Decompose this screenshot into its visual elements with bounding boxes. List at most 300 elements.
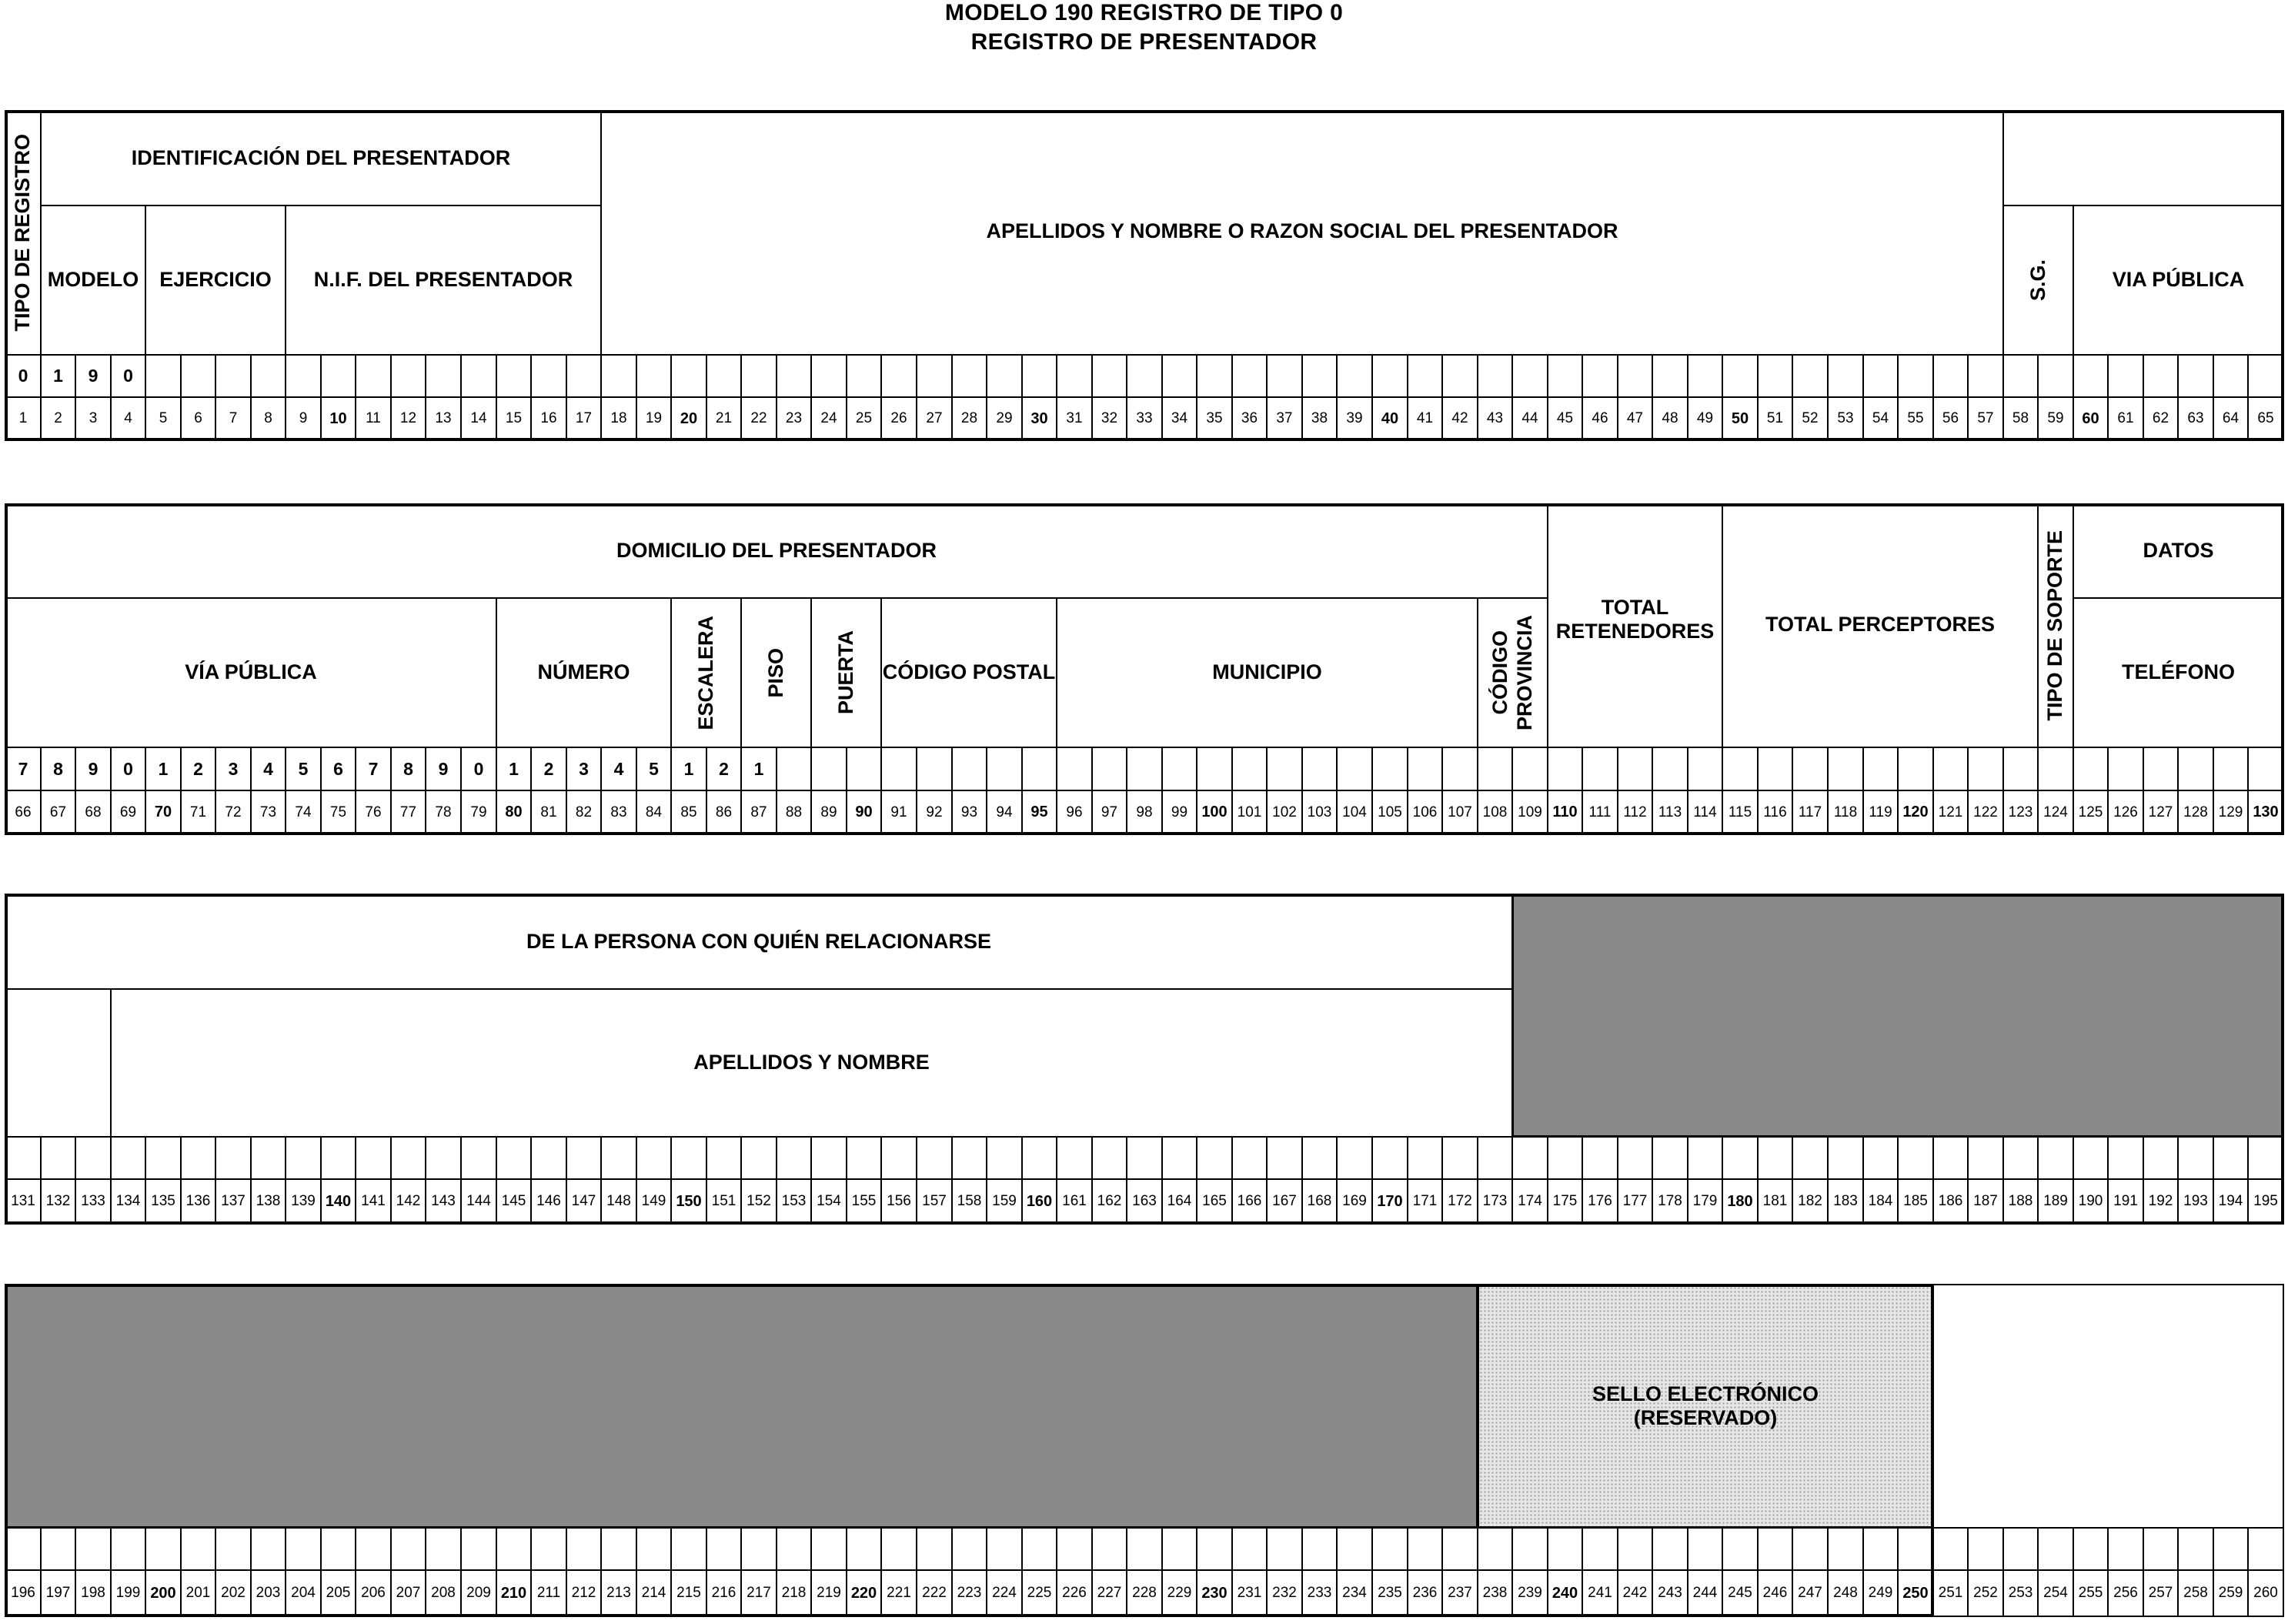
entry-box[interactable]: [1021, 747, 1057, 791]
entry-box[interactable]: [2213, 1527, 2249, 1571]
entry-box[interactable]: [1091, 747, 1127, 791]
entry-box[interactable]: [2213, 1136, 2249, 1180]
entry-box[interactable]: [390, 354, 426, 398]
entry-box[interactable]: [250, 747, 286, 791]
entry-box[interactable]: [1231, 747, 1268, 791]
entry-box[interactable]: [320, 747, 356, 791]
entry-box[interactable]: [1371, 1527, 1408, 1571]
position-number: 64: [2213, 396, 2249, 441]
entry-box[interactable]: [986, 354, 1023, 398]
entry-box[interactable]: [1617, 1136, 1653, 1180]
entry-box-value: 5: [649, 758, 659, 779]
entry-box[interactable]: [2002, 1136, 2039, 1180]
entry-box[interactable]: [566, 1136, 602, 1180]
position-number: 99: [1161, 790, 1197, 835]
entry-box[interactable]: [40, 354, 76, 398]
entry-box[interactable]: [706, 1527, 742, 1571]
entry-box[interactable]: [40, 1136, 76, 1180]
entry-box[interactable]: [1336, 747, 1373, 791]
entry-box[interactable]: [600, 1527, 637, 1571]
entry-box[interactable]: [1582, 354, 1618, 398]
entry-box[interactable]: [951, 354, 987, 398]
entry-box[interactable]: [1301, 747, 1338, 791]
entry-box[interactable]: [250, 1136, 286, 1180]
entry-box[interactable]: [1266, 1527, 1303, 1571]
entry-box[interactable]: [1511, 1136, 1548, 1180]
entry-box[interactable]: [880, 354, 917, 398]
entry-box[interactable]: [1967, 747, 2004, 791]
entry-box[interactable]: [776, 1136, 812, 1180]
entry-box[interactable]: [1371, 1136, 1408, 1180]
entry-box[interactable]: [5, 747, 42, 791]
entry-box[interactable]: [986, 1527, 1023, 1571]
entry-box[interactable]: [2002, 1527, 2039, 1571]
position-number: 255: [2073, 1569, 2109, 1617]
entry-box[interactable]: [2247, 1527, 2284, 1571]
entry-box[interactable]: [390, 1527, 426, 1571]
entry-box[interactable]: [2037, 1527, 2074, 1571]
entry-box[interactable]: [2143, 1136, 2179, 1180]
entry-box[interactable]: [1441, 1527, 1478, 1571]
entry-box[interactable]: [355, 1527, 392, 1571]
entry-box[interactable]: [425, 1136, 462, 1180]
entry-box[interactable]: [1021, 354, 1057, 398]
entry-box[interactable]: [566, 747, 602, 791]
entry-box[interactable]: [670, 1136, 707, 1180]
entry-box[interactable]: [1967, 1136, 2004, 1180]
entry-box[interactable]: [636, 354, 672, 398]
entry-box[interactable]: [951, 1136, 987, 1180]
entry-box[interactable]: [1792, 354, 1829, 398]
entry-box[interactable]: [1897, 1527, 1934, 1571]
entry-box[interactable]: [425, 1527, 462, 1571]
entry-box[interactable]: [1056, 354, 1093, 398]
entry-box[interactable]: [2037, 354, 2074, 398]
entry-box[interactable]: [320, 354, 356, 398]
entry-box[interactable]: [846, 354, 882, 398]
entry-box[interactable]: [1827, 354, 1864, 398]
entry-box[interactable]: [355, 747, 392, 791]
position-number: 121: [1932, 790, 1969, 835]
entry-box[interactable]: [2247, 354, 2284, 398]
entry-box[interactable]: [530, 354, 567, 398]
entry-box[interactable]: [1196, 1136, 1233, 1180]
entry-box[interactable]: [740, 1136, 777, 1180]
entry-box[interactable]: [5, 354, 42, 398]
entry-box[interactable]: [1441, 747, 1478, 791]
entry-box[interactable]: [2247, 747, 2284, 791]
position-number: 172: [1441, 1178, 1478, 1225]
entry-box[interactable]: [776, 1527, 812, 1571]
position-number: 161: [1056, 1178, 1093, 1225]
entry-box[interactable]: [2107, 747, 2144, 791]
position-number: 192: [2143, 1178, 2179, 1225]
entry-box[interactable]: [1617, 1527, 1653, 1571]
entry-box[interactable]: [1897, 747, 1934, 791]
entry-box[interactable]: [2073, 1136, 2109, 1180]
entry-box[interactable]: [215, 1136, 252, 1180]
position-number: 95: [1021, 790, 1057, 835]
entry-box[interactable]: [215, 747, 252, 791]
entry-box[interactable]: [460, 1527, 497, 1571]
entry-box[interactable]: [1547, 1527, 1583, 1571]
entry-box[interactable]: [1967, 1527, 2004, 1571]
entry-box[interactable]: [1862, 354, 1899, 398]
entry-box[interactable]: [1897, 1136, 1934, 1180]
entry-box[interactable]: [320, 1136, 356, 1180]
entry-box[interactable]: [1091, 1136, 1127, 1180]
entry-box[interactable]: [530, 747, 567, 791]
entry-box[interactable]: [215, 1527, 252, 1571]
entry-box[interactable]: [706, 1136, 742, 1180]
position-number: 226: [1056, 1569, 1093, 1617]
entry-box[interactable]: [40, 747, 76, 791]
datos-header-label: DATOS: [2143, 539, 2214, 563]
entry-box[interactable]: [2107, 1136, 2144, 1180]
entry-box[interactable]: [1862, 1527, 1899, 1571]
position-number: 94: [986, 790, 1023, 835]
entry-box[interactable]: [2177, 354, 2214, 398]
position-number: 43: [1477, 396, 1513, 441]
entry-box[interactable]: [740, 354, 777, 398]
entry-box[interactable]: [1336, 1527, 1373, 1571]
entry-box[interactable]: [1161, 747, 1197, 791]
entry-box[interactable]: [110, 1527, 146, 1571]
entry-box[interactable]: [1407, 747, 1443, 791]
entry-box[interactable]: [2073, 1527, 2109, 1571]
entry-box[interactable]: [1266, 747, 1303, 791]
entry-box[interactable]: [145, 1136, 182, 1180]
entry-box[interactable]: [1407, 354, 1443, 398]
entry-box[interactable]: [180, 747, 216, 791]
entry-box[interactable]: [285, 1527, 322, 1571]
entry-box[interactable]: [1301, 1527, 1338, 1571]
entry-box[interactable]: [110, 354, 146, 398]
entry-box[interactable]: [180, 1527, 216, 1571]
entry-box[interactable]: [1582, 1527, 1618, 1571]
numero-header: [496, 597, 672, 748]
position-number: 152: [740, 1178, 777, 1225]
entry-box[interactable]: [846, 1136, 882, 1180]
entry-box[interactable]: [2037, 747, 2074, 791]
entry-box[interactable]: [250, 354, 286, 398]
escalera-header-label: ESCALERA: [693, 615, 717, 730]
entry-box[interactable]: [1126, 747, 1163, 791]
entry-box[interactable]: [846, 1527, 882, 1571]
entry-box[interactable]: [986, 1136, 1023, 1180]
entry-box[interactable]: [810, 1527, 847, 1571]
entry-box[interactable]: [810, 747, 847, 791]
entry-box[interactable]: [425, 747, 462, 791]
entry-box[interactable]: [1897, 354, 1934, 398]
entry-box[interactable]: [916, 747, 953, 791]
entry-box[interactable]: [880, 1527, 917, 1571]
entry-box[interactable]: [1126, 1527, 1163, 1571]
entry-box[interactable]: [75, 1136, 112, 1180]
entry-box[interactable]: [1932, 747, 1969, 791]
entry-box[interactable]: [1757, 1527, 1793, 1571]
entry-box[interactable]: [110, 747, 146, 791]
entry-box[interactable]: [1056, 1527, 1093, 1571]
position-number: 136: [180, 1178, 216, 1225]
entry-box[interactable]: [636, 1527, 672, 1571]
entry-box[interactable]: [1687, 1136, 1723, 1180]
apellidos-nombre-header-label: APELLIDOS Y NOMBRE: [693, 1051, 930, 1074]
entry-box[interactable]: [1827, 1136, 1864, 1180]
entry-box[interactable]: [1196, 354, 1233, 398]
position-number: 4: [110, 396, 146, 441]
entry-box[interactable]: [1792, 1136, 1829, 1180]
entry-box[interactable]: [1511, 354, 1548, 398]
entry-box[interactable]: [1967, 354, 2004, 398]
entry-box[interactable]: [670, 747, 707, 791]
entry-box[interactable]: [1477, 1527, 1513, 1571]
entry-box[interactable]: [636, 747, 672, 791]
entry-box[interactable]: [1582, 1136, 1618, 1180]
entry-box[interactable]: [180, 354, 216, 398]
entry-box[interactable]: [1441, 354, 1478, 398]
entry-box[interactable]: [776, 747, 812, 791]
entry-box[interactable]: [880, 1136, 917, 1180]
entry-box[interactable]: [2073, 747, 2109, 791]
entry-box[interactable]: [40, 1527, 76, 1571]
entry-box[interactable]: [390, 1136, 426, 1180]
entry-box[interactable]: [2143, 747, 2179, 791]
entry-box[interactable]: [986, 747, 1023, 791]
entry-box[interactable]: [1862, 747, 1899, 791]
entry-box[interactable]: [1371, 747, 1408, 791]
entry-box-value: 1: [509, 758, 519, 779]
entry-box[interactable]: [916, 1136, 953, 1180]
entry-box[interactable]: [1231, 354, 1268, 398]
entry-box[interactable]: [2213, 747, 2249, 791]
entry-box[interactable]: [1161, 354, 1197, 398]
entry-box[interactable]: [1617, 354, 1653, 398]
entry-box[interactable]: [355, 354, 392, 398]
entry-box[interactable]: [1757, 354, 1793, 398]
entry-box[interactable]: [1407, 1527, 1443, 1571]
entry-box[interactable]: [145, 354, 182, 398]
entry-box[interactable]: [145, 1527, 182, 1571]
entry-box[interactable]: [75, 354, 112, 398]
entry-box[interactable]: [916, 1527, 953, 1571]
entry-box[interactable]: [1722, 1527, 1759, 1571]
modelo-header: [40, 205, 146, 356]
entry-box[interactable]: [1301, 354, 1338, 398]
entry-box[interactable]: [75, 1527, 112, 1571]
entry-box[interactable]: [250, 1527, 286, 1571]
entry-box[interactable]: [1687, 1527, 1723, 1571]
entry-box[interactable]: [496, 1527, 532, 1571]
entry-box[interactable]: [110, 1136, 146, 1180]
entry-box[interactable]: [1547, 354, 1583, 398]
entry-box[interactable]: [1932, 1527, 1969, 1571]
entry-box[interactable]: [1862, 1136, 1899, 1180]
entry-box[interactable]: [145, 747, 182, 791]
entry-box[interactable]: [1722, 354, 1759, 398]
entry-box[interactable]: [1687, 354, 1723, 398]
entry-box[interactable]: [740, 1527, 777, 1571]
entry-box-value: 8: [403, 758, 413, 779]
entry-box[interactable]: [1301, 1136, 1338, 1180]
entry-box[interactable]: [1091, 354, 1127, 398]
entry-box[interactable]: [1827, 1527, 1864, 1571]
entry-box[interactable]: [2143, 1527, 2179, 1571]
entry-box[interactable]: [425, 354, 462, 398]
entry-box[interactable]: [1722, 1136, 1759, 1180]
entry-box[interactable]: [1582, 747, 1618, 791]
entry-box[interactable]: [1371, 354, 1408, 398]
position-number: 124: [2037, 790, 2074, 835]
entry-box[interactable]: [460, 747, 497, 791]
entry-box[interactable]: [1126, 354, 1163, 398]
entry-box[interactable]: [776, 354, 812, 398]
entry-box[interactable]: [880, 747, 917, 791]
entry-box[interactable]: [5, 1136, 42, 1180]
persona-relacionarse-header: [5, 894, 1513, 990]
entry-box[interactable]: [1161, 1136, 1197, 1180]
entry-box[interactable]: [1617, 747, 1653, 791]
position-number: 23: [776, 396, 812, 441]
entry-box[interactable]: [496, 1136, 532, 1180]
entry-box[interactable]: [1757, 747, 1793, 791]
entry-box[interactable]: [1511, 747, 1548, 791]
entry-box[interactable]: [2213, 354, 2249, 398]
entry-box[interactable]: [1547, 1136, 1583, 1180]
entry-box[interactable]: [1407, 1136, 1443, 1180]
entry-box[interactable]: [1652, 1136, 1688, 1180]
entry-box[interactable]: [1266, 1136, 1303, 1180]
entry-box[interactable]: [566, 1527, 602, 1571]
entry-box[interactable]: [75, 747, 112, 791]
entry-box[interactable]: [1161, 1527, 1197, 1571]
entry-box[interactable]: [1477, 354, 1513, 398]
position-number: 3: [75, 396, 112, 441]
entry-box[interactable]: [1126, 1136, 1163, 1180]
entry-box[interactable]: [600, 354, 637, 398]
entry-box[interactable]: [285, 1136, 322, 1180]
position-number: 212: [566, 1569, 602, 1617]
position-number: 114: [1687, 790, 1723, 835]
entry-box[interactable]: [1266, 354, 1303, 398]
entry-box[interactable]: [1792, 747, 1829, 791]
blank-header: [2002, 110, 2284, 206]
entry-box-value: 8: [53, 758, 63, 779]
entry-box[interactable]: [2002, 354, 2039, 398]
entry-box[interactable]: [1792, 1527, 1829, 1571]
entry-box[interactable]: [2107, 1527, 2144, 1571]
entry-box[interactable]: [1231, 1527, 1268, 1571]
entry-box[interactable]: [1056, 1136, 1093, 1180]
entry-box[interactable]: [285, 354, 322, 398]
entry-box[interactable]: [1336, 354, 1373, 398]
entry-box[interactable]: [2073, 354, 2109, 398]
position-number: 91: [880, 790, 917, 835]
entry-box[interactable]: [636, 1136, 672, 1180]
entry-box[interactable]: [810, 354, 847, 398]
entry-box[interactable]: [320, 1527, 356, 1571]
position-number: 123: [2002, 790, 2039, 835]
entry-box[interactable]: [5, 1527, 42, 1571]
entry-box[interactable]: [2177, 747, 2214, 791]
entry-box[interactable]: [530, 1136, 567, 1180]
entry-box[interactable]: [670, 1527, 707, 1571]
entry-box[interactable]: [916, 354, 953, 398]
entry-box[interactable]: [951, 1527, 987, 1571]
entry-box[interactable]: [1196, 747, 1233, 791]
entry-box[interactable]: [496, 747, 532, 791]
entry-box[interactable]: [2177, 1527, 2214, 1571]
entry-box[interactable]: [460, 1136, 497, 1180]
entry-box[interactable]: [1231, 1136, 1268, 1180]
entry-box[interactable]: [1652, 747, 1688, 791]
entry-box[interactable]: [285, 747, 322, 791]
entry-box[interactable]: [2143, 354, 2179, 398]
entry-box[interactable]: [2002, 747, 2039, 791]
entry-box[interactable]: [706, 747, 742, 791]
entry-box[interactable]: [846, 747, 882, 791]
entry-box[interactable]: [740, 747, 777, 791]
entry-box[interactable]: [1021, 1136, 1057, 1180]
position-number: 73: [250, 790, 286, 835]
entry-box[interactable]: [1932, 1136, 1969, 1180]
entry-box[interactable]: [460, 354, 497, 398]
entry-box[interactable]: [390, 747, 426, 791]
position-number: 210: [496, 1569, 532, 1617]
entry-box[interactable]: [1336, 1136, 1373, 1180]
entry-box[interactable]: [2037, 1136, 2074, 1180]
entry-box[interactable]: [1196, 1527, 1233, 1571]
entry-box[interactable]: [496, 354, 532, 398]
entry-box[interactable]: [600, 1136, 637, 1180]
entry-box[interactable]: [355, 1136, 392, 1180]
entry-box[interactable]: [1021, 1527, 1057, 1571]
entry-box[interactable]: [600, 747, 637, 791]
entry-box[interactable]: [1056, 747, 1093, 791]
entry-box[interactable]: [810, 1136, 847, 1180]
entry-box[interactable]: [1511, 1527, 1548, 1571]
entry-box[interactable]: [180, 1136, 216, 1180]
position-number: 46: [1582, 396, 1618, 441]
entry-box[interactable]: [1441, 1136, 1478, 1180]
entry-box[interactable]: [951, 747, 987, 791]
entry-box[interactable]: [1091, 1527, 1127, 1571]
apellidos-nombre-header: [110, 988, 1513, 1138]
entry-box[interactable]: [1687, 747, 1723, 791]
entry-box[interactable]: [215, 354, 252, 398]
position-number: 229: [1161, 1569, 1197, 1617]
entry-box[interactable]: [1652, 1527, 1688, 1571]
position-number: 8: [250, 396, 286, 441]
position-number: 61: [2107, 396, 2144, 441]
entry-box[interactable]: [1477, 747, 1513, 791]
entry-box[interactable]: [566, 354, 602, 398]
entry-box[interactable]: [1547, 747, 1583, 791]
entry-box[interactable]: [706, 354, 742, 398]
entry-box[interactable]: [670, 354, 707, 398]
entry-box[interactable]: [530, 1527, 567, 1571]
entry-box[interactable]: [1722, 747, 1759, 791]
entry-box[interactable]: [1932, 354, 1969, 398]
entry-box[interactable]: [2247, 1136, 2284, 1180]
entry-box[interactable]: [1652, 354, 1688, 398]
entry-box[interactable]: [1827, 747, 1864, 791]
total-retenedores-header-label-2: RETENEDORES: [1555, 620, 1715, 643]
entry-box[interactable]: [1757, 1136, 1793, 1180]
entry-box[interactable]: [1477, 1136, 1513, 1180]
entry-box[interactable]: [2107, 354, 2144, 398]
entry-box[interactable]: [2177, 1136, 2214, 1180]
